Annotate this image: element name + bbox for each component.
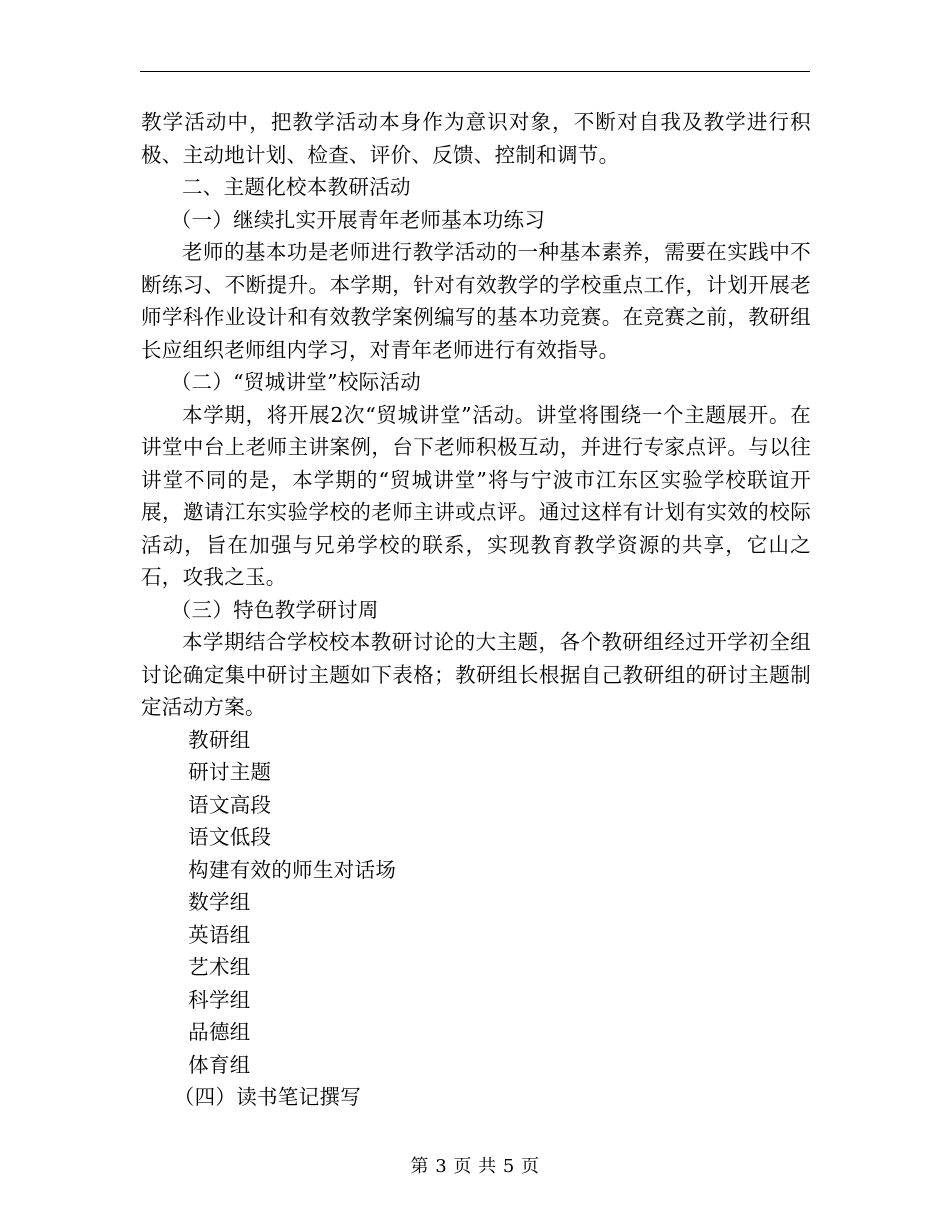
table-cell-text: 构建有效的师生对话场: [188, 857, 397, 882]
subsection-heading: （二）“贸城讲堂”校际活动: [170, 370, 422, 394]
table-cell-text: 教研组: [188, 727, 251, 752]
subsection-heading: （一）继续扎实开展青年老师基本功练习: [170, 207, 546, 232]
table-cell-text: 英语组: [188, 922, 251, 947]
page-number: 第 3 页 共 5 页: [410, 1156, 540, 1177]
table-cell-text: 艺术组: [188, 955, 251, 979]
table-cell-text: 研讨主题: [188, 760, 272, 784]
paragraph: 本学期，将开展2次“贸城讲堂”活动。讲堂将围绕一个主题展开。在讲堂中台上老师主讲案例，台下老师积极互动，并进行专家点评。与以往讲堂不同的是，本学期的“贸城讲堂”将与宁波市江东区实验学校联谊开展，邀请江东实验学校的老师主讲或点评。通过这样有计划有实效的校际活动，旨在加强与兄弟学校的联系，实现教育教学资源的共享，它山之石，攻我之玉。: [141, 402, 811, 589]
subsection-heading: （四）读书笔记撰写: [173, 1085, 361, 1109]
paragraph: 老师的基本功是老师进行教学活动的一种基本素养，需要在实践中不断练习、不断提升。本学期，针对有效教学的学校重点工作，计划开展老师学科作业设计和有效教学案例编写的基本功竞赛。在竞赛之前，教研组长应组织老师组内学习，对青年老师进行有效指导。: [141, 240, 811, 362]
table-cell-text: 语文低段: [188, 825, 272, 849]
header-rule: [140, 71, 810, 72]
table-cell-text: 品德组: [188, 1020, 251, 1044]
section-heading: 二、主题化校本教研活动: [182, 175, 411, 199]
paragraph: 本学期结合学校校本教研讨论的大主题，各个教研组经过开学初全组讨论确定集中研讨主题如下表格；教研组长根据自己教研组的研讨主题制定活动方案。: [141, 630, 811, 719]
subsection-heading: （三）特色教学研讨周: [170, 597, 379, 622]
document-body: [141, 106, 811, 1114]
table-cell-text: 语文高段: [188, 792, 272, 817]
table-cell-text: 科学组: [188, 987, 251, 1012]
page-footer: [0, 1152, 950, 1178]
table-cell-text: 体育组: [188, 1052, 251, 1077]
table-cell-text: 数学组: [188, 890, 251, 914]
paragraph-continuation: 教学活动中，把教学活动本身作为意识对象，不断对自我及教学进行积极、主动地计划、检查、评价、反馈、控制和调节。: [141, 110, 811, 167]
